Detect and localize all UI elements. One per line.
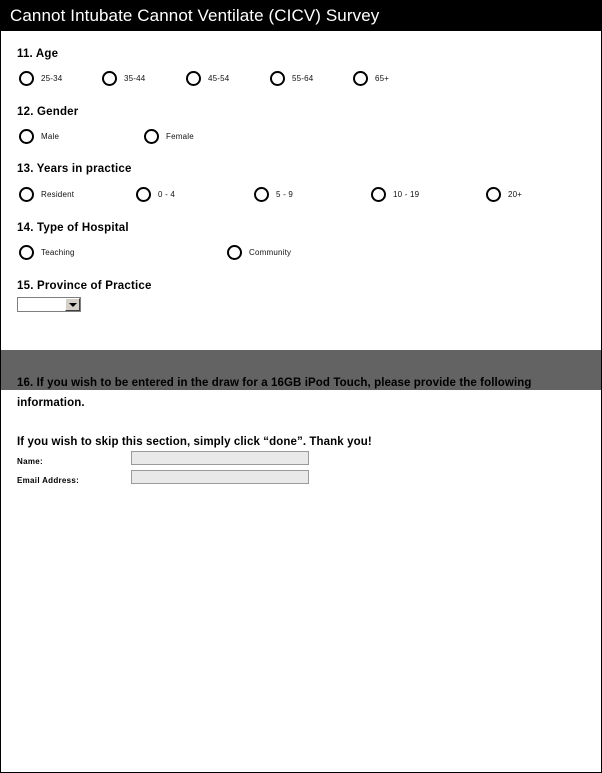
radio-icon[interactable] [254,187,269,202]
province-dropdown[interactable] [17,297,81,312]
radio-option-age-55-64[interactable] [270,71,313,86]
radio-option-years-10-19[interactable] [371,187,419,202]
radio-label: 35-44 [124,74,146,83]
radio-option-hospital-teaching[interactable] [19,245,75,260]
radio-label: Teaching [41,248,75,257]
chevron-down-glyph [69,303,77,307]
skip-section-note: If you wish to skip this section, simply click “done”. Thank you! [17,436,372,448]
radio-option-years-5-9[interactable] [254,187,293,202]
radio-option-years-resident[interactable] [19,187,74,202]
survey-body [1,32,601,772]
radio-label: 45-54 [208,74,230,83]
radio-option-hospital-community[interactable] [227,245,291,260]
email-input[interactable] [131,470,309,484]
radio-label: Resident [41,190,75,199]
radio-option-gender-female[interactable] [144,129,194,144]
radio-icon[interactable] [486,187,501,202]
radio-icon[interactable] [19,129,34,144]
radio-icon[interactable] [144,129,159,144]
radio-option-years-20-plus[interactable] [486,187,522,202]
province-dropdown-value[interactable] [18,298,65,311]
radio-option-age-45-54[interactable] [186,71,229,86]
radio-icon[interactable] [227,245,242,260]
radio-label: 20+ [508,190,523,199]
question-16-text: 16. If you wish to be entered in the draw for a 16GB iPod Touch, please provide the following information. [17,377,532,409]
radio-icon[interactable] [19,245,34,260]
radio-label: 5 - 9 [276,190,294,199]
radio-icon[interactable] [186,71,201,86]
window-titlebar [1,1,601,31]
radio-label: 0 - 4 [158,190,176,199]
radio-icon[interactable] [270,71,285,86]
radio-label: Female [166,132,194,141]
radio-label: 10 - 19 [393,190,420,199]
email-field-label: Email Address: [17,476,80,485]
radio-option-age-35-44[interactable] [102,71,145,86]
radio-icon[interactable] [136,187,151,202]
radio-icon[interactable] [371,187,386,202]
radio-option-years-0-4[interactable] [136,187,175,202]
question-14-title: 14. Type of Hospital [17,222,129,234]
radio-option-age-65-plus[interactable] [353,71,389,86]
radio-label: Community [249,248,292,257]
radio-option-gender-male[interactable] [19,129,59,144]
question-11-title: 11. Age [17,48,59,60]
radio-label: 55-64 [292,74,314,83]
radio-option-age-25-34[interactable] [19,71,62,86]
radio-label: 25-34 [41,74,63,83]
chevron-down-icon[interactable] [65,298,80,311]
question-12-title: 12. Gender [17,106,79,118]
radio-label: Male [41,132,60,141]
question-15-title: 15. Province of Practice [17,280,152,292]
radio-icon[interactable] [19,71,34,86]
page-title: Cannot Intubate Cannot Ventilate (CICV) Survey [10,6,380,25]
question-13-title: 13. Years in practice [17,163,132,175]
radio-icon[interactable] [102,71,117,86]
radio-icon[interactable] [19,187,34,202]
radio-icon[interactable] [353,71,368,86]
name-field-label: Name: [17,457,43,466]
name-input[interactable] [131,451,309,465]
radio-label: 65+ [375,74,390,83]
